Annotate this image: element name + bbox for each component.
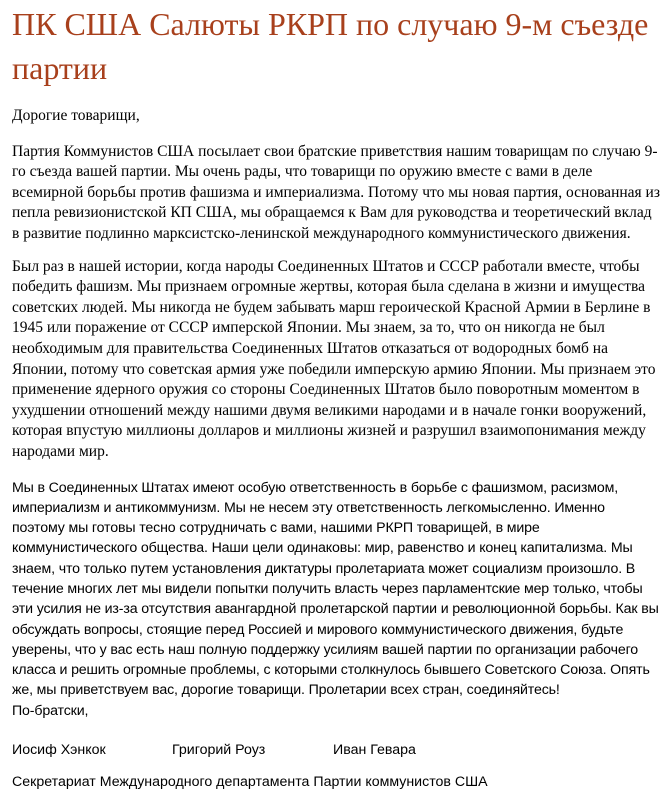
secretariat-line: Секретариат Международного департамента Партии коммунистов США — [12, 774, 488, 790]
greeting: Дорогие товарищи, — [12, 107, 140, 124]
letter-body-sans — [12, 478, 660, 722]
signature-3: Иван Гевара — [333, 742, 416, 758]
paragraph-3: Мы в Соединенных Штатах имеют особую ответственность в борьбе с фашизмом, расизмом, империализм и антикоммунизм. Мы не несем эту ответственность легкомысленно. Именно поэтому мы готовы тесно сотрудничать с вами, нашими РКРП товарищей, в мире коммунистического общества. Наши цели одинаковы: мир, равенство и конец капитализма. Мы знаем, что только путем установления диктатуры пролетариата может социализм произошло. В течение многих лет мы видели попытки получить власть через парламентские мер только, чтобы эти усилия не из-за отсутствия авангардной пролетарской партии и революционной борьбы. Как вы обсуждать вопросы, стоящие перед Россией и мирового коммунистического движения, будьте уверены, что у вас есть наш полную поддержку усилиям вашей партии по организации рабочего класса и решить огромные проблемы, с которыми столкнулось бывшего Советского Союза. Опять же, мы приветствуем вас, дорогие товарищи. Пролетарии всех стран, соединяйтесь! — [12, 479, 659, 699]
signature-2: Григорий Роуз — [172, 742, 266, 758]
letter-body-serif — [12, 106, 660, 463]
paragraph-2: Был раз в нашей истории, когда народы Соединенных Штатов и СССР работали вместе, чтобы победить фашизм. Мы признаем огромные жертвы, которая была сделана в жизни и имущества советских людей. Мы никогда не будем забывать марш героической Красной Армии в Берлине в 1945 или поражение от СССР имперской Японии. Мы знаем, за то, что он никогда не был необходимым для правительства Соединенных Штатов отказаться от водородных бомб на Японии, потому что советская армия уже победили имперскую армию Японии. Мы признаем это применение ядерного оружия со стороны Соединенных Штатов было поворотным моментом в ухудшении отношений между нашими двумя великими народами и в начале гонки вооружений, которая впустую миллионы долларов и миллионы жизней и разрушил взаимопонимания между народами мир. — [12, 257, 656, 460]
signature-1: Иосиф Хэнкок — [12, 742, 106, 758]
paragraph-1: Партия Коммунистов США посылает свои братские приветствия нашим товарищам по случаю 9-го съезда вашей партии. Мы очень рады, что товарищи по оружию вместе с вами в деле всемирной борьбы против фашизма и империализма. Потому что мы новая партия, основанная из пепла ревизионистской КП США, мы обращаемся к Вам для руководства и теоретический вклад в развитие подлинно марксистско-ленинской международного коммунистического движения. — [12, 142, 660, 242]
closing: По-братски, — [12, 702, 89, 719]
article — [12, 0, 660, 721]
signatures — [12, 742, 660, 762]
page-title: ПК США Салюты РКРП по случаю 9-м съезде партии — [12, 6, 649, 86]
